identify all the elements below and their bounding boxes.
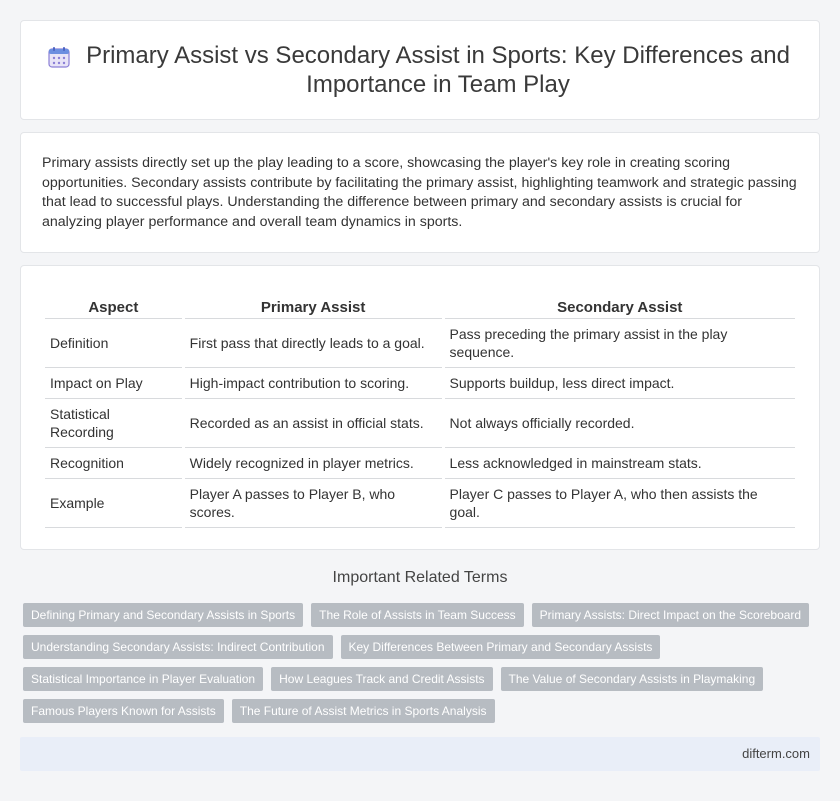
table-row xyxy=(45,448,795,479)
related-terms-list xyxy=(23,603,823,731)
related-term-tag[interactable]: Defining Primary and Secondary Assists in Sports xyxy=(23,603,303,627)
related-term-tag[interactable]: Statistical Importance in Player Evaluation xyxy=(23,667,263,691)
cell-secondary: Not always officially recorded. xyxy=(445,399,795,448)
related-terms-title: Important Related Terms xyxy=(332,569,508,586)
cell-aspect: Example xyxy=(45,479,182,528)
comparison-table xyxy=(42,295,798,528)
header-primary-assist: Primary Assist xyxy=(185,295,442,319)
header-secondary-assist: Secondary Assist xyxy=(445,295,795,319)
comparison-card xyxy=(20,265,820,550)
related-term-tag[interactable]: The Role of Assists in Team Success xyxy=(311,603,524,627)
page-title: Primary Assist vs Secondary Assist in Sports: Key Differences and Importance in Team Play xyxy=(86,42,790,98)
cell-primary: First pass that directly leads to a goal. xyxy=(185,319,442,368)
footer-bar xyxy=(20,737,820,771)
related-term-tag[interactable]: How Leagues Track and Credit Assists xyxy=(271,667,492,691)
header-aspect: Aspect xyxy=(45,295,182,319)
footer-site-name: difterm.com xyxy=(742,746,810,761)
cell-primary: Recorded as an assist in official stats. xyxy=(185,399,442,448)
cell-primary: Widely recognized in player metrics. xyxy=(185,448,442,479)
table-row xyxy=(45,479,795,528)
table-row xyxy=(45,319,795,368)
related-term-tag[interactable]: Understanding Secondary Assists: Indirect Contribution xyxy=(23,635,333,659)
table-header-row xyxy=(45,295,795,319)
cell-aspect: Impact on Play xyxy=(45,368,182,399)
intro-paragraph: Primary assists directly set up the play leading to a score, showcasing the player's key role in creating scoring opportunities. Secondary assists contribute by facilitating the primary assist, highlighting teamwork and strategic passing that lead to successful plays. Understanding the difference between primary and secondary assists is crucial for analyzing player performance and overall team dynamics in sports. xyxy=(42,155,797,230)
related-term-tag[interactable]: The Future of Assist Metrics in Sports Analysis xyxy=(232,699,495,723)
cell-aspect: Statistical Recording xyxy=(45,399,182,448)
cell-primary: High-impact contribution to scoring. xyxy=(185,368,442,399)
cell-secondary: Less acknowledged in mainstream stats. xyxy=(445,448,795,479)
related-term-tag[interactable]: Primary Assists: Direct Impact on the Scoreboard xyxy=(532,603,809,627)
related-term-tag[interactable]: The Value of Secondary Assists in Playmaking xyxy=(501,667,764,691)
cell-secondary: Supports buildup, less direct impact. xyxy=(445,368,795,399)
cell-secondary: Player C passes to Player A, who then assists the goal. xyxy=(445,479,795,528)
cell-aspect: Recognition xyxy=(45,448,182,479)
cell-secondary: Pass preceding the primary assist in the play sequence. xyxy=(445,319,795,368)
calendar-icon xyxy=(47,45,71,69)
related-term-tag[interactable]: Famous Players Known for Assists xyxy=(23,699,224,723)
header-card xyxy=(20,20,820,120)
related-term-tag[interactable]: Key Differences Between Primary and Secondary Assists xyxy=(341,635,661,659)
table-row xyxy=(45,368,795,399)
intro-card xyxy=(20,132,820,253)
table-row xyxy=(45,399,795,448)
cell-aspect: Definition xyxy=(45,319,182,368)
cell-primary: Player A passes to Player B, who scores. xyxy=(185,479,442,528)
